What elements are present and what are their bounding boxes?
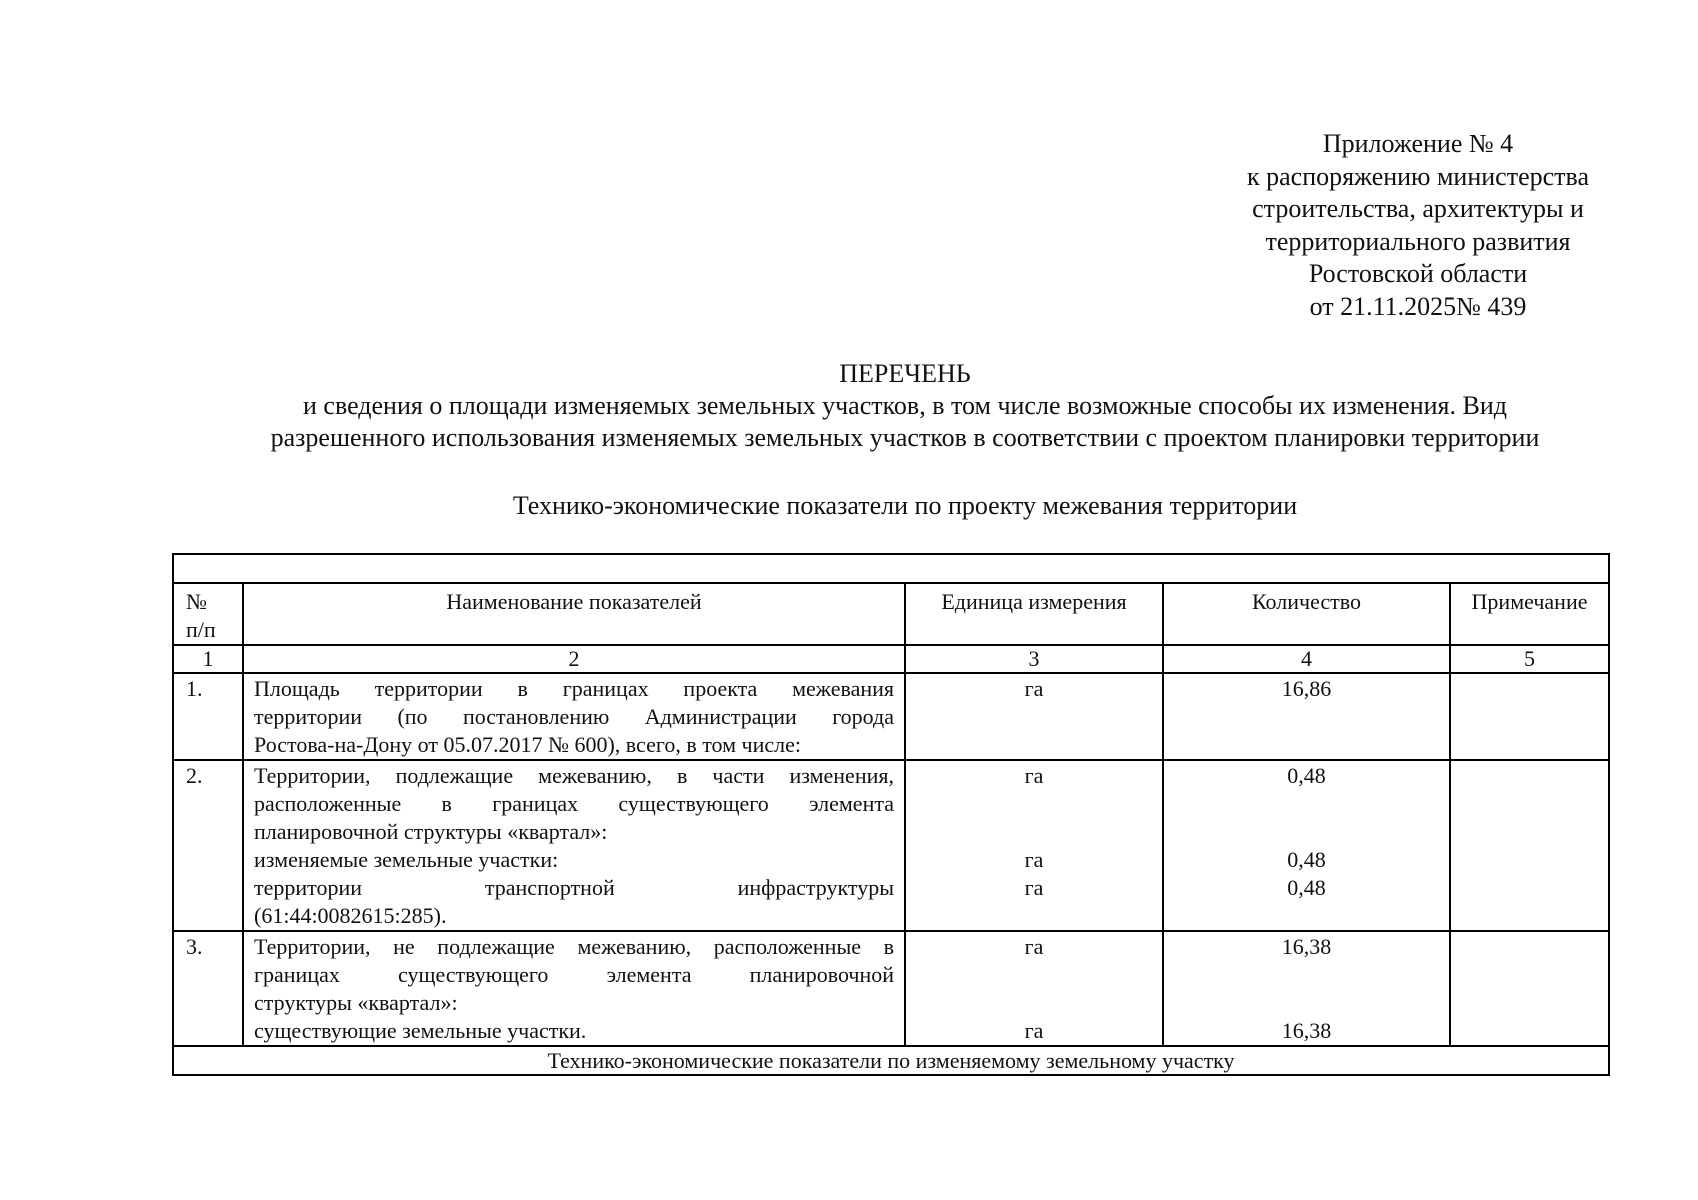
header-name: Наименование показателей bbox=[243, 583, 905, 645]
row-name-line: Территории, не подлежащие межеванию, расположенные в bbox=[254, 934, 894, 959]
appendix-block bbox=[1218, 128, 1618, 323]
row-unit-spacer bbox=[906, 818, 1162, 846]
appendix-line: Ростовской области bbox=[1308, 259, 1528, 288]
blank-cell bbox=[173, 554, 1609, 583]
row-qty-spacer bbox=[1164, 989, 1449, 1017]
row-name-line: Площадь территории в границах проекта межевания bbox=[254, 676, 894, 701]
row-name-line: существующие земельные участки. bbox=[254, 1018, 587, 1043]
table-row bbox=[173, 931, 1609, 1046]
row-note bbox=[1450, 931, 1609, 1046]
row-note bbox=[1450, 673, 1609, 760]
title-line: и сведения о площади изменяемых земельных участков, в том числе возможные способы их изменения. Вид bbox=[303, 391, 1507, 420]
row-qty: 16,86 bbox=[1163, 673, 1450, 760]
appendix-line: к распоряжению министерства bbox=[1246, 161, 1589, 191]
row-name bbox=[243, 673, 905, 760]
row-name-line: планировочной структуры «квартал»: bbox=[254, 819, 608, 844]
row-qty-main: 16,38 bbox=[1281, 934, 1332, 959]
title-heading: ПЕРЕЧЕНЬ bbox=[839, 359, 971, 388]
row-qty bbox=[1163, 760, 1450, 931]
row-qty-main: 0,48 bbox=[1287, 763, 1326, 788]
header-note: Примечание bbox=[1450, 583, 1609, 645]
table-blank-row bbox=[173, 554, 1609, 583]
row-unit-sub: га bbox=[1024, 847, 1044, 872]
row-unit: га bbox=[905, 673, 1163, 760]
row-name-line: границах существующего элемента планировочной bbox=[254, 962, 894, 987]
column-index: 4 bbox=[1163, 645, 1450, 673]
row-unit-main: га bbox=[1024, 763, 1044, 788]
table-row bbox=[173, 673, 1609, 760]
row-unit-spacer bbox=[906, 790, 1162, 818]
indicators-table-wrapper bbox=[172, 553, 1610, 1076]
table-header-row bbox=[173, 583, 1609, 645]
row-unit-main: га bbox=[1024, 934, 1044, 959]
row-number: 1. bbox=[173, 673, 243, 760]
row-qty-spacer bbox=[1164, 790, 1449, 818]
table-footer-row bbox=[173, 1046, 1609, 1075]
table-row bbox=[173, 760, 1609, 931]
row-name-line: территории (по постановлению Администрации города bbox=[254, 704, 894, 729]
appendix-line: Приложение № 4 bbox=[1322, 129, 1514, 158]
appendix-line: территориального развития bbox=[1265, 226, 1571, 256]
row-name-line: Территории, подлежащие межеванию, в части изменения, bbox=[254, 763, 894, 788]
row-unit-sub: га bbox=[1024, 1018, 1044, 1043]
row-name bbox=[243, 931, 905, 1046]
row-unit-spacer bbox=[906, 989, 1162, 1017]
row-qty-sub: 0,48 bbox=[1287, 875, 1326, 900]
column-index: 1 bbox=[173, 645, 243, 673]
row-unit bbox=[905, 931, 1163, 1046]
row-name-line: расположенные в границах существующего элемента bbox=[254, 791, 894, 816]
row-unit-spacer bbox=[906, 961, 1162, 989]
header-num-line: п/п bbox=[186, 617, 216, 642]
indicators-table bbox=[172, 553, 1610, 1076]
row-number: 2. bbox=[173, 760, 243, 931]
row-name-line: Ростова-на-Дону от 05.07.2017 № 600), всего, в том числе: bbox=[254, 732, 802, 757]
row-name-line: структуры «квартал»: bbox=[254, 990, 458, 1015]
row-qty-sub: 0,48 bbox=[1287, 847, 1326, 872]
row-note bbox=[1450, 760, 1609, 931]
row-name bbox=[243, 760, 905, 931]
row-qty-spacer bbox=[1164, 961, 1449, 989]
column-index: 5 bbox=[1450, 645, 1609, 673]
row-name-line: территории транспортной инфраструктуры bbox=[254, 875, 894, 900]
row-name-line: изменяемые земельные участки: bbox=[254, 847, 559, 872]
appendix-line: строительства, архитектуры и bbox=[1252, 194, 1584, 223]
row-number: 3. bbox=[173, 931, 243, 1046]
table-footer: Технико-экономические показатели по изменяемому земельному участку bbox=[173, 1046, 1609, 1075]
row-qty bbox=[1163, 931, 1450, 1046]
row-qty-sub: 16,38 bbox=[1281, 1018, 1332, 1043]
header-qty: Количество bbox=[1163, 583, 1450, 645]
row-unit-sub: га bbox=[1024, 875, 1044, 900]
column-index: 2 bbox=[243, 645, 905, 673]
row-unit bbox=[905, 760, 1163, 931]
header-unit: Единица измерения bbox=[905, 583, 1163, 645]
header-num bbox=[173, 583, 243, 645]
column-index: 3 bbox=[905, 645, 1163, 673]
section-title: Технико-экономические показатели по проекту межевания территории bbox=[512, 491, 1298, 520]
column-index-row bbox=[173, 645, 1609, 673]
header-num-line: № bbox=[186, 589, 207, 614]
title-line: разрешенного использования изменяемых земельных участков в соответствии с проектом планировки территории bbox=[270, 423, 1540, 452]
document-title bbox=[0, 358, 1698, 454]
row-qty-spacer bbox=[1164, 818, 1449, 846]
appendix-line: от 21.11.2025№ 439 bbox=[1309, 291, 1527, 321]
row-name-line: (61:44:0082615:285). bbox=[254, 903, 447, 928]
